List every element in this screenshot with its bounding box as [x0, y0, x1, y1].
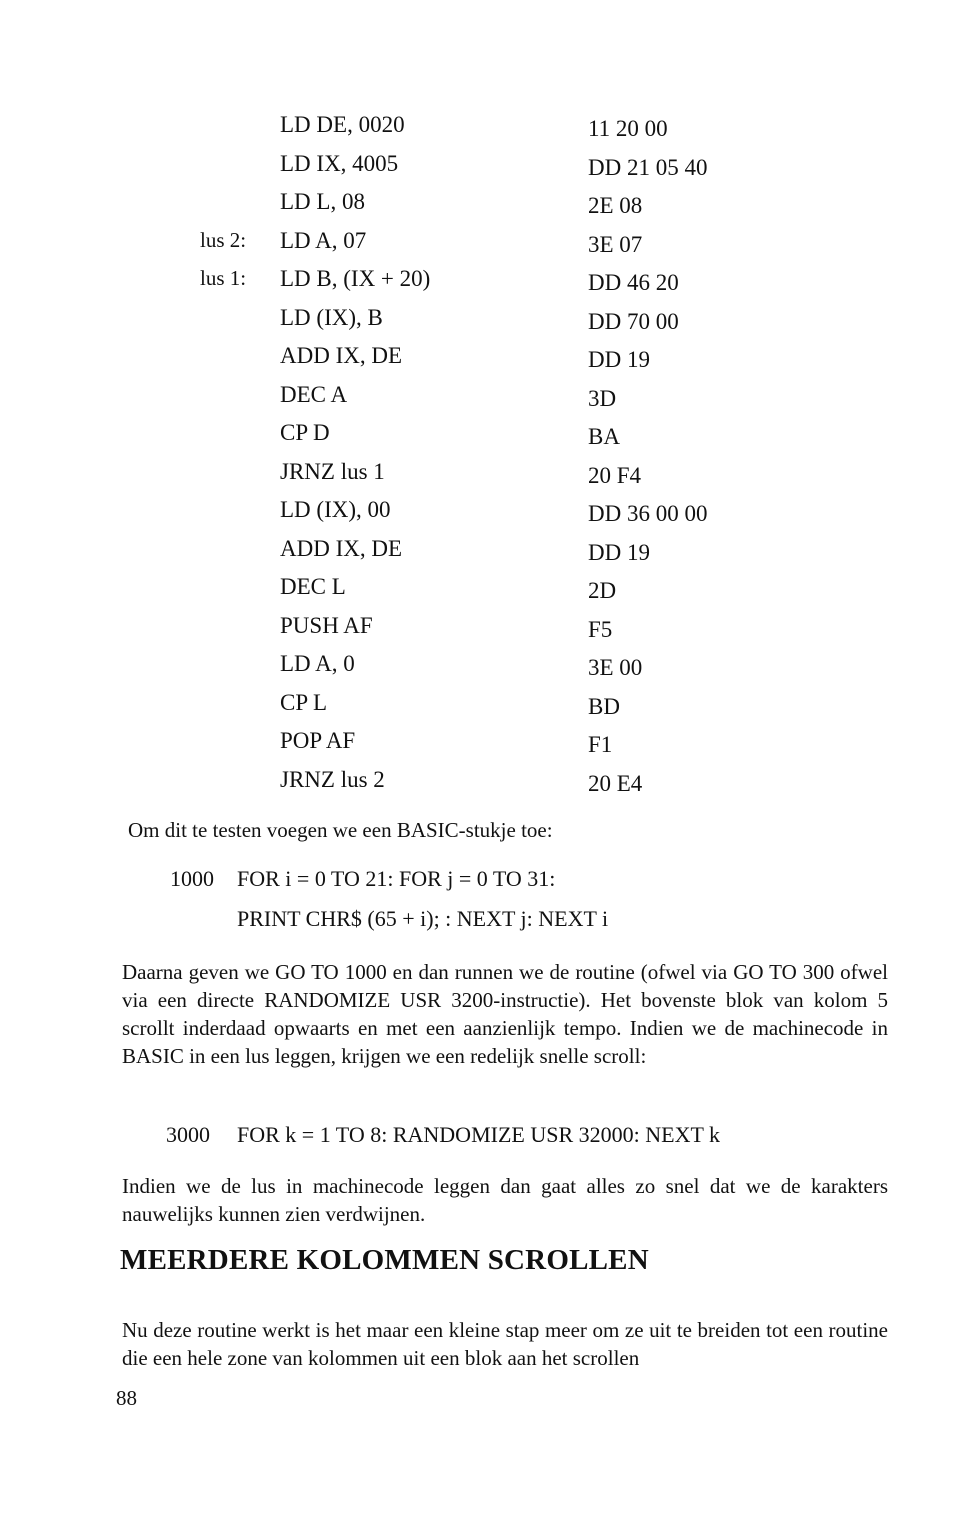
listing-row [0, 532, 970, 571]
machine-code: BD [588, 693, 620, 719]
basic-line-number-3000: 3000 [166, 1122, 210, 1147]
paragraph-machinecode-loop: Indien we de lus in machinecode leggen dan gaat alles zo snel dat we de karakters nauwelijks kunnen zien verdwijnen. [122, 1174, 888, 1226]
loop-label: lus 1: [200, 266, 247, 290]
paragraph-run-routine: Daarna geven we GO TO 1000 en dan runnen we de routine (ofwel via GO TO 300 ofwel via een directe RANDOMIZE USR 3200-instructie). Het bovenste blok van kolom 5 scrollt inderdaad opwaarts en met een aanzienlijk tempo. Indien we de machinecode in BASIC in een lus leggen, krijgen we een redelijk snelle scroll: [122, 960, 888, 1068]
assembly-instruction: LD A, 07 [280, 227, 367, 253]
machine-code: DD 46 20 [588, 270, 679, 295]
assembly-instruction: LD (IX), 00 [280, 497, 391, 522]
listing-row [0, 686, 970, 725]
paragraph-multiple-columns: Nu deze routine werkt is het maar een kleine stap meer om ze uit te breiden tot een routine die een hele zone van kolommen uit een blok aan het scrollen [122, 1318, 888, 1370]
assembly-instruction: CP L [280, 689, 328, 715]
machine-code: DD 19 [588, 347, 650, 372]
listing-row [0, 224, 970, 263]
listing-row [0, 185, 970, 224]
assembly-instruction: POP AF [280, 728, 356, 753]
section-heading: MEERDERE KOLOMMEN SCROLLEN [120, 1244, 649, 1276]
assembly-instruction: LD (IX), B [280, 304, 383, 330]
assembly-instruction: ADD IX, DE [280, 535, 403, 561]
listing-row [0, 262, 970, 301]
listing-row [0, 609, 970, 648]
machine-code: 20 E4 [588, 770, 643, 796]
assembly-instruction: LD DE, 0020 [280, 112, 405, 137]
assembly-instruction: DEC A [280, 381, 348, 407]
basic-line-number-1000: 1000 [170, 866, 214, 891]
basic-line-2: PRINT CHR$ (65 + i); : NEXT j: NEXT i [237, 906, 609, 931]
listing-row [0, 763, 970, 802]
assembly-instruction: CP D [280, 420, 330, 445]
assembly-instruction: ADD IX, DE [280, 343, 403, 368]
machine-code: 20 F4 [588, 462, 642, 488]
assembly-instruction: LD A, 0 [280, 651, 355, 676]
machine-code: 3E 00 [588, 655, 643, 680]
machine-code: DD 19 [588, 539, 650, 565]
listing-row [0, 493, 970, 532]
machine-code: F1 [588, 732, 613, 757]
listing-row [0, 416, 970, 455]
machine-code: DD 21 05 40 [588, 154, 708, 180]
assembly-instruction: JRNZ lus 1 [280, 458, 385, 484]
listing-row [0, 647, 970, 686]
listing-row [0, 455, 970, 494]
assembly-instruction: PUSH AF [280, 612, 373, 638]
assembly-instruction: LD B, (IX + 20) [280, 266, 431, 291]
assembly-instruction: LD L, 08 [280, 189, 365, 214]
machine-code: F5 [588, 616, 613, 642]
machine-code: DD 70 00 [588, 308, 679, 334]
machine-code: 3E 07 [588, 231, 643, 257]
page-number: 88 [116, 1386, 137, 1410]
machine-code: 11 20 00 [588, 116, 668, 141]
assembly-instruction: JRNZ lus 2 [280, 766, 385, 792]
machine-code: 2D [588, 578, 617, 603]
listing-row [0, 339, 970, 378]
basic-line-1: FOR i = 0 TO 21: FOR j = 0 TO 31: [237, 866, 556, 891]
assembly-listing [0, 108, 970, 801]
listing-row [0, 378, 970, 417]
assembly-instruction: DEC L [280, 574, 346, 599]
basic-loop-line: FOR k = 1 TO 8: RANDOMIZE USR 32000: NEXT k [237, 1122, 721, 1147]
listing-row [0, 724, 970, 763]
machine-code: DD 36 00 00 [588, 501, 708, 526]
loop-label: lus 2: [200, 227, 247, 252]
listing-row [0, 108, 970, 147]
machine-code: BA [588, 424, 620, 449]
listing-row [0, 570, 970, 609]
machine-code: 2E 08 [588, 193, 643, 218]
listing-row [0, 301, 970, 340]
intro-text: Om dit te testen voegen we een BASIC-stukje toe: [128, 818, 553, 842]
listing-row [0, 147, 970, 186]
assembly-instruction: LD IX, 4005 [280, 150, 399, 176]
machine-code: 3D [588, 385, 617, 411]
